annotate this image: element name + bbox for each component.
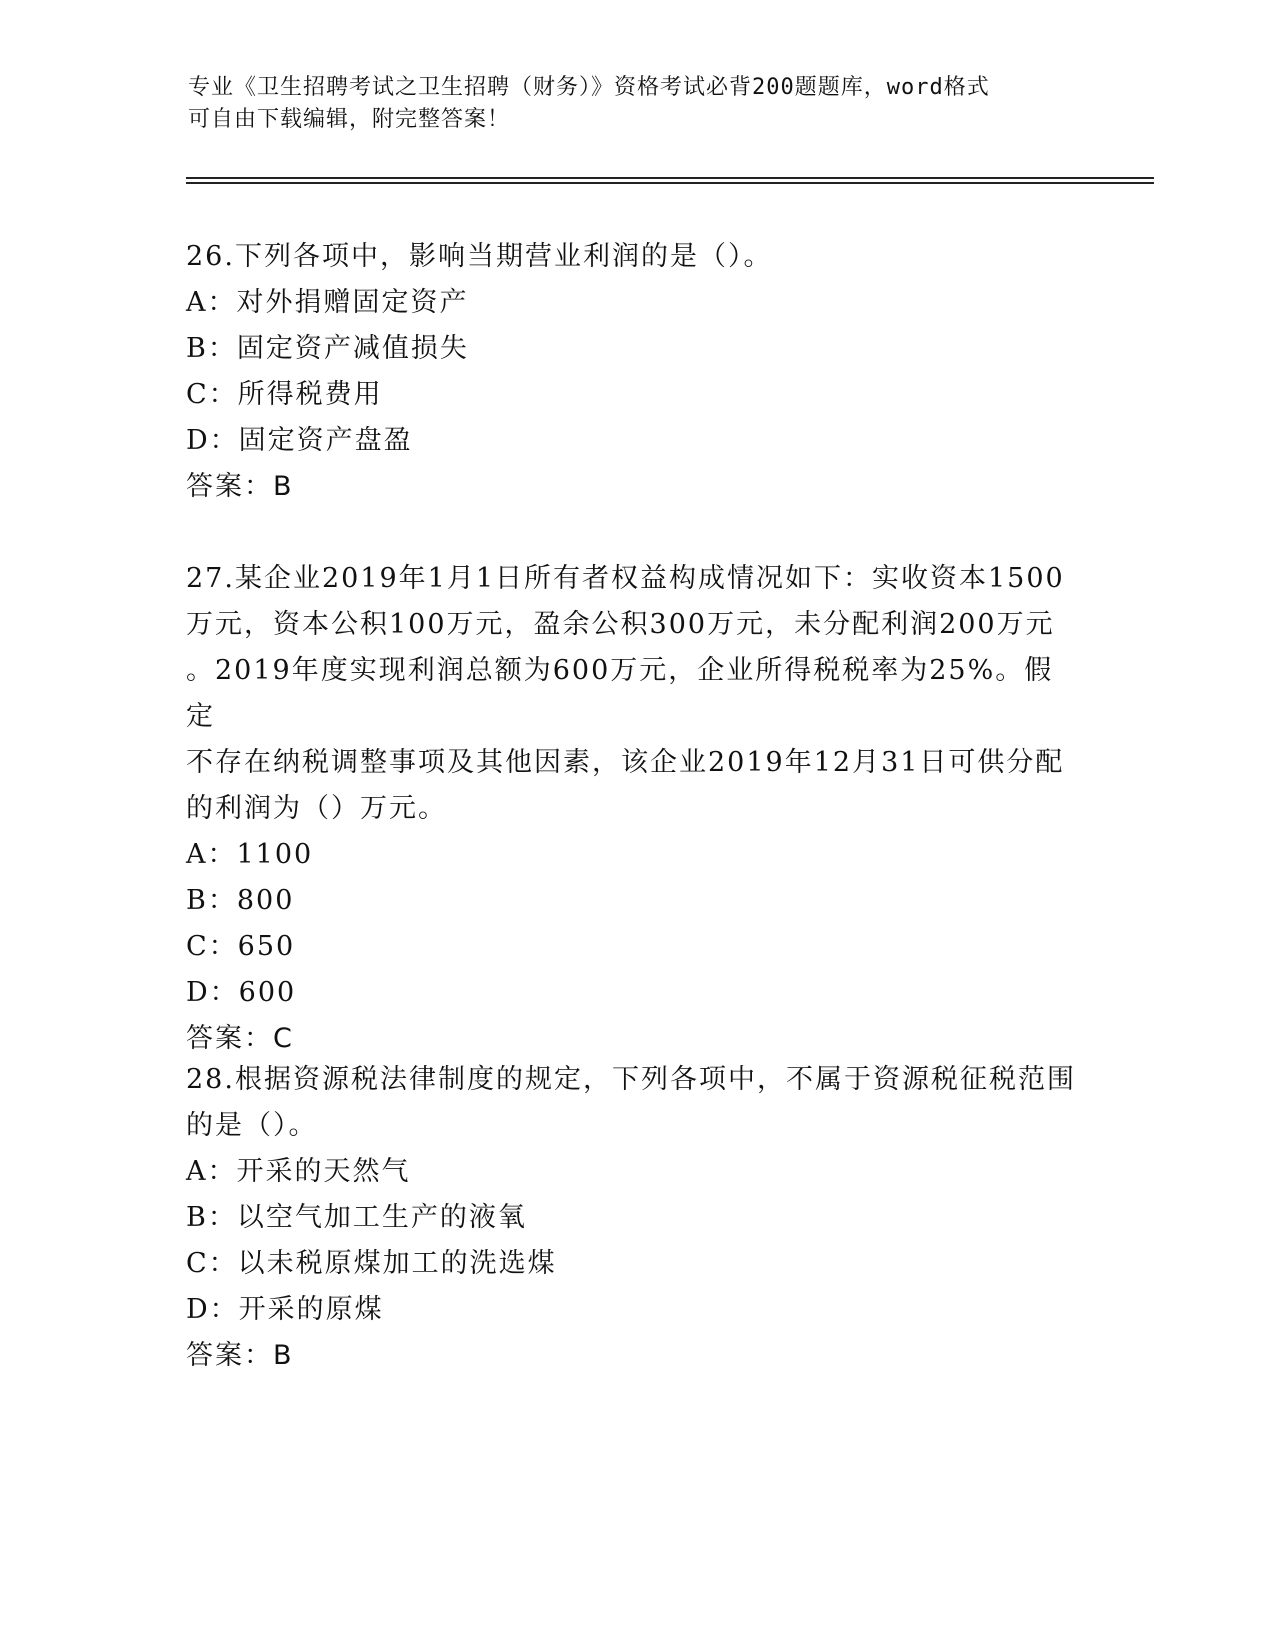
option-a: A：对外捐赠固定资产 <box>186 287 469 318</box>
option-c: C：650 <box>186 931 296 962</box>
question-26 <box>186 234 1076 510</box>
option-b: B：800 <box>186 885 295 916</box>
question-stem-line-1: 27.某企业2019年1月1日所有者权益构成情况如下：实收资本1500 <box>186 563 1065 594</box>
question-stem-line-4: 不存在纳税调整事项及其他因素，该企业2019年12月31日可供分配 <box>186 747 1065 778</box>
option-a: A：1100 <box>186 839 314 870</box>
question-stem-line-2: 的是（）。 <box>186 1110 318 1141</box>
question-stem-line-1: 28.根据资源税法律制度的规定，下列各项中，不属于资源税征税范围 <box>186 1064 1076 1095</box>
answer-line: 答案：C <box>186 1023 294 1054</box>
document-header <box>188 72 1068 136</box>
header-rule-bottom <box>186 182 1154 184</box>
question-stem-line-2: 万元，资本公积100万元，盈余公积300万元，未分配利润200万元 <box>186 609 1055 640</box>
option-d: D：600 <box>186 977 297 1008</box>
answer-line: 答案：B <box>186 1340 294 1371</box>
option-b: B：固定资产减值损失 <box>186 333 469 364</box>
answer-line: 答案：B <box>186 471 294 502</box>
question-stem-line-5: 的利润为（）万元。 <box>186 793 447 824</box>
option-c: C：所得税费用 <box>186 379 383 410</box>
header-line-1: 专业《卫生招聘考试之卫生招聘（财务）》资格考试必背200题题库，word格式 <box>188 75 990 100</box>
header-rule-top <box>186 177 1154 179</box>
option-d: D：固定资产盘盈 <box>186 425 413 456</box>
question-stem-line-3: 。2019年度实现利润总额为600万元，企业所得税税率为25%。假定 <box>186 655 1054 732</box>
option-a: A：开采的天然气 <box>186 1156 411 1187</box>
option-c: C：以未税原煤加工的洗选煤 <box>186 1248 557 1279</box>
header-line-2: 可自由下载编辑，附完整答案！ <box>188 107 511 132</box>
question-27 <box>186 556 1076 1062</box>
question-stem: 26.下列各项中，影响当期营业利润的是（）。 <box>186 241 773 272</box>
option-d: D：开采的原煤 <box>186 1294 384 1325</box>
question-28 <box>186 1057 1076 1379</box>
option-b: B：以空气加工生产的液氧 <box>186 1202 527 1233</box>
